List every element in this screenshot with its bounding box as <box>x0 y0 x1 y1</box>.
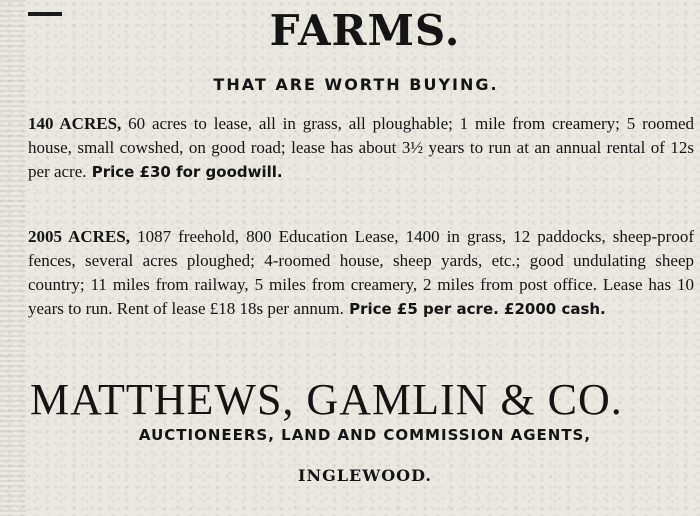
listing-2-lead: 2005 ACRES, <box>28 227 131 246</box>
ad-subtitle: THAT ARE WORTH BUYING. <box>213 75 499 94</box>
ad-title: FARMS. <box>269 6 461 55</box>
listing-1-lead: 140 ACRES, <box>28 114 122 133</box>
listing-2-price: Price £5 per acre. £2000 cash. <box>343 300 606 318</box>
listing-2005-acres <box>28 225 694 321</box>
listing-1-body: 60 acres to lease, all in grass, all ploughable; 1 mile from creamery; 5 roomed house, small cowshed, on good road; lease has about 3½ years to run at an annual rental of 12s per acre. <box>28 114 695 181</box>
firm-name: MATTHEWS, GAMLIN & CO. <box>30 375 623 424</box>
firm-role: AUCTIONEERS, LAND AND COMMISSION AGENTS, <box>138 426 592 444</box>
listing-140-acres <box>28 112 694 184</box>
listing-1-price: Price £30 for goodwill. <box>86 163 283 181</box>
firm-location: INGLEWOOD. <box>298 466 432 485</box>
listing-2-body: 1087 freehold, 800 Education Lease, 1400 in grass, 12 paddocks, sheep-proof fences, several acres ploughed; 4-roomed house, sheep yards, etc.; good undulating sheep country; 11 miles from railway, 5 miles from creamery, 2 miles from post office. Lease has 10 years to run. <box>28 227 694 318</box>
listing-2-rent: Rent of lease £18 18s per annum. <box>112 299 344 318</box>
